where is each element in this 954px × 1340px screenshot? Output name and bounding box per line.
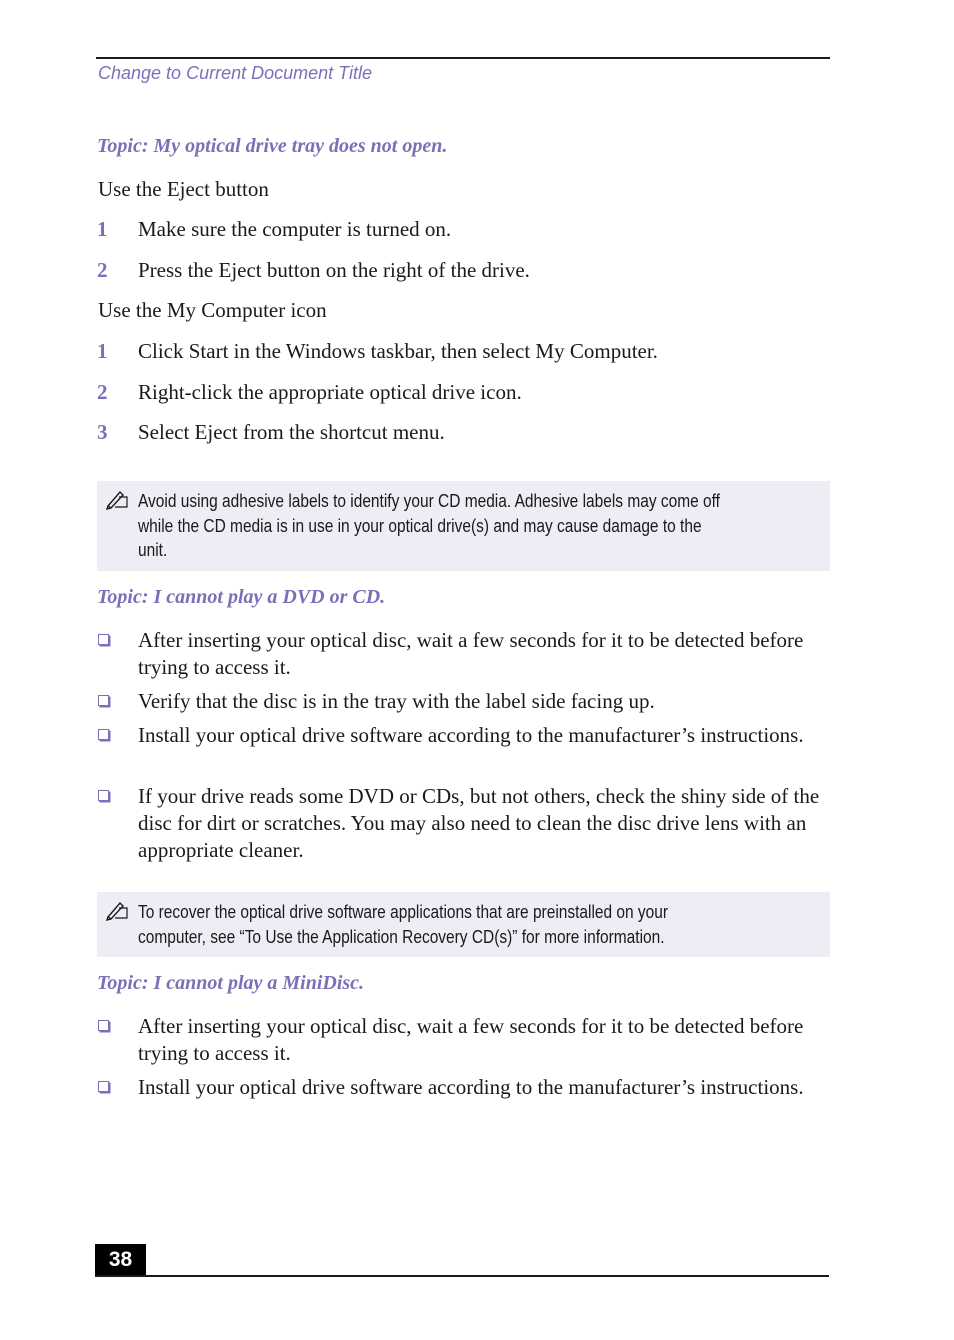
note-box-recovery [97,892,830,957]
step-text: Press the Eject button on the right of the drive. [138,258,530,282]
list-item-text: After inserting your optical disc, wait a few seconds for it to be detected before trying to access it. [138,628,804,679]
note-line: computer, see “To Use the Application Recovery CD(s)” for more information. [138,926,665,947]
note-text [138,489,826,563]
note-line: To recover the optical drive software applications that are preinstalled on your [138,902,669,922]
note-line: unit. [138,540,168,560]
step-text: Right-click the appropriate optical drive icon. [138,380,522,404]
list-item-text: Verify that the disc is in the tray with the label side facing up. [138,689,655,713]
list-item-text: Install your optical drive software according to the manufacturer’s instructions. [138,1075,804,1099]
pencil-note-icon [106,488,130,510]
method-label-my-computer: Use the My Computer icon [98,298,327,322]
topic-heading-tray: Topic: My optical drive tray does not open. [97,135,448,157]
note-line: while the CD media is in use in your optical drive(s) and may cause damage to the [138,515,702,536]
step-number: 1 [97,217,108,241]
list-item-text: If your drive reads some DVD or CDs, but not others, check the shiny side of the disc for dirt or scratches. You may also need to clean the disc drive lens with an appropriate cleaner. [138,784,820,862]
step-text: Make sure the computer is turned on. [138,217,452,241]
checkbox-bullet-icon [98,634,109,645]
footer-rule [95,1275,829,1277]
topic-heading-dvd-cd: Topic: I cannot play a DVD or CD. [97,586,386,608]
list-item-text: After inserting your optical disc, wait a few seconds for it to be detected before trying to access it. [138,1014,804,1065]
running-title: Change to Current Document Title [98,63,372,83]
step-number: 2 [97,258,108,282]
checkbox-bullet-icon [98,790,109,801]
checkbox-bullet-icon [98,1081,109,1092]
checkbox-bullet-icon [98,695,109,706]
checkbox-bullet-icon [98,729,109,740]
method-label-eject: Use the Eject button [98,177,269,201]
topic-heading-minidisc: Topic: I cannot play a MiniDisc. [97,972,365,994]
step-text: Click Start in the Windows taskbar, then select My Computer. [138,339,658,363]
step-number: 2 [97,380,108,404]
step-number: 3 [97,420,108,444]
checkbox-bullet-icon [98,1020,109,1031]
step-number: 1 [97,339,108,363]
note-line: Avoid using adhesive labels to identify your CD media. Adhesive labels may come off [138,491,720,511]
pencil-note-icon [106,899,130,921]
header-rule [96,57,830,59]
page-number: 38 [95,1244,146,1276]
step-text: Select Eject from the shortcut menu. [138,420,445,444]
list-item-text: Install your optical drive software according to the manufacturer’s instructions. [138,723,804,747]
note-text [138,900,826,949]
note-box-adhesive-labels [97,481,830,571]
